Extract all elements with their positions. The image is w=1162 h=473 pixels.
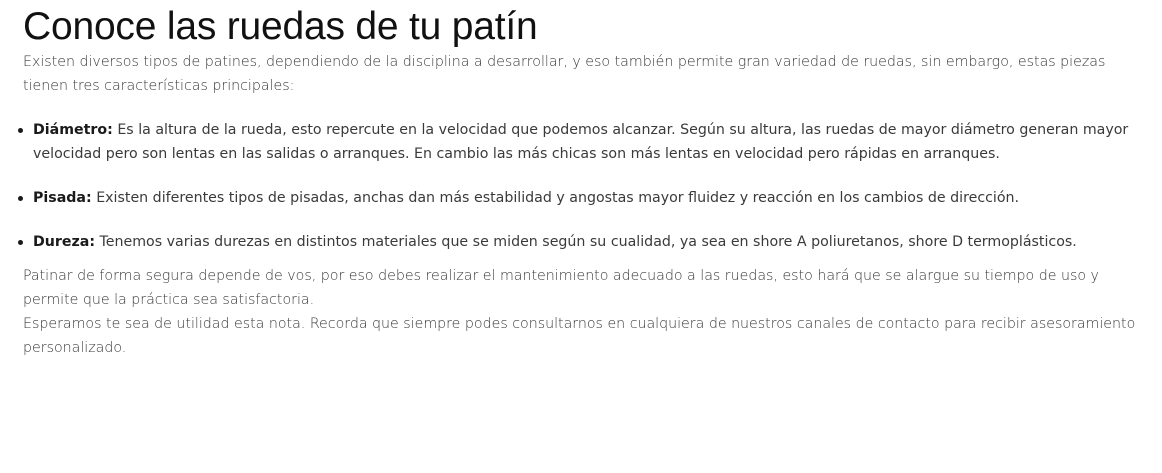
feature-term: Pisada:: [33, 190, 92, 206]
feature-term: Diámetro:: [33, 122, 113, 138]
closing-paragraph: Esperamos te sea de utilidad esta nota. Recorda que siempre podes consultarnos en cualquiera de nuestros canales de contacto para recibir asesoramiento personalizado.: [23, 316, 1136, 356]
list-item-hardness: [23, 230, 1148, 254]
intro-paragraph: Existen diversos tipos de patines, dependiendo de la disciplina a desarrollar, y eso también permite gran variedad de ruedas, sin embargo, estas piezas tienen tres características principales:: [23, 54, 1106, 94]
wheel-features-list: [23, 118, 1148, 254]
feature-description: Es la altura de la rueda, esto repercute en la velocidad que podemos alcanzar. Según su altura, las ruedas de mayor diámetro generan mayor velocidad pero son lentas en las salidas o arranques. En cambio las más chicas son más lentas en velocidad pero rápidas en arranques.: [33, 122, 1129, 162]
feature-description: Tenemos varias durezas en distintos materiales que se miden según su cualidad, ya sea en shore A poliuretanos, shore D termoplásticos.: [95, 234, 1077, 250]
article-title: Conoce las ruedas de tu patín: [23, 5, 538, 48]
feature-description: Existen diferentes tipos de pisadas, anchas dan más estabilidad y angostas mayor fluidez y reacción en los cambios de dirección.: [91, 190, 1020, 206]
list-item-diameter: [23, 118, 1148, 166]
list-item-tread: [23, 186, 1148, 210]
feature-term: Dureza:: [33, 234, 96, 250]
safety-paragraph: Patinar de forma segura depende de vos, por eso debes realizar el mantenimiento adecuado a las ruedas, esto hará que se alargue su tiempo de uso y permite que la práctica sea satisfactoria.: [23, 268, 1099, 308]
